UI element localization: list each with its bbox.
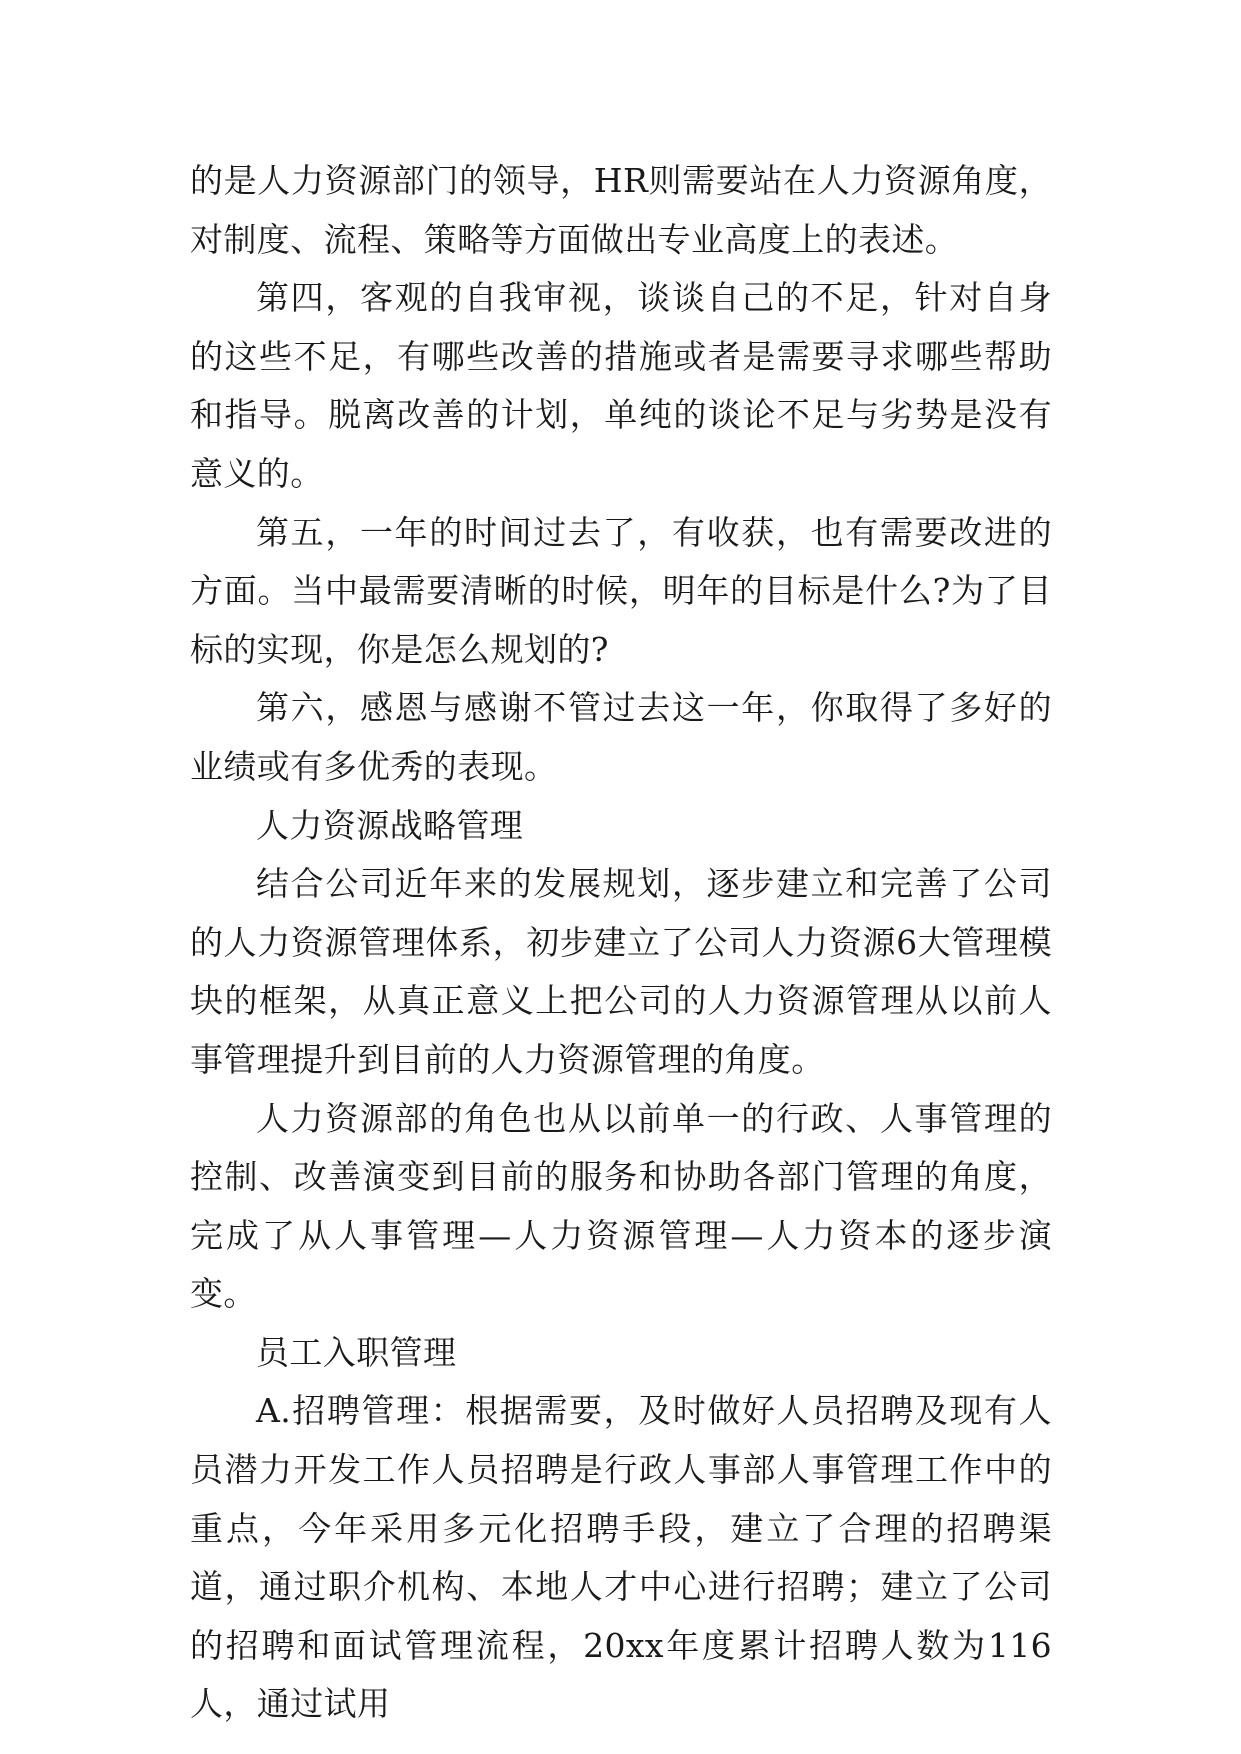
paragraph-hr-system: 结合公司近年来的发展规划，逐步建立和完善了公司的人力资源管理体系，初步建立了公司人力资源6大管理模块的框架，从真正意义上把公司的人力资源管理从以前人事管理提升到目前的人力资源管理的角度。 <box>190 864 1052 1079</box>
paragraph-point-six: 第六，感恩与感谢不管过去这一年，你取得了多好的业绩或有多优秀的表现。 <box>190 688 1052 786</box>
body-text <box>190 152 1052 1734</box>
paragraph-point-four: 第四，客观的自我审视，谈谈自己的不足，针对自身的这些不足，有哪些改善的措施或者是需要寻求哪些帮助和指导。脱离改善的计划，单纯的谈论不足与劣势是没有意义的。 <box>190 278 1052 493</box>
section-heading-onboarding: 员工入职管理 <box>256 1332 457 1372</box>
paragraph-hr-role: 人力资源部的角色也从以前单一的行政、人事管理的控制、改善演变到目前的服务和协助各部门管理的角度，完成了从人事管理—人力资源管理—人力资本的逐步演变。 <box>190 1098 1052 1314</box>
paragraph-continuation: 的是人力资源部门的领导，HR则需要站在人力资源角度，对制度、流程、策略等方面做出专业高度上的表述。 <box>190 161 1052 259</box>
paragraph-point-five: 第五，一年的时间过去了，有收获，也有需要改进的方面。当中最需要清晰的时候，明年的目标是什么?为了目标的实现，你是怎么规划的? <box>190 512 1052 669</box>
paragraph-recruitment: A.招聘管理：根据需要，及时做好人员招聘及现有人员潜力开发工作人员招聘是行政人事部人事管理工作中的重点，今年采用多元化招聘手段，建立了合理的招聘渠道，通过职介机构、本地人才中心进行招聘；建立了公司的招聘和面试管理流程，20xx年度累计招聘人数为116人，通过试用 <box>190 1391 1052 1724</box>
section-heading-hr-strategy: 人力资源战略管理 <box>256 805 524 845</box>
